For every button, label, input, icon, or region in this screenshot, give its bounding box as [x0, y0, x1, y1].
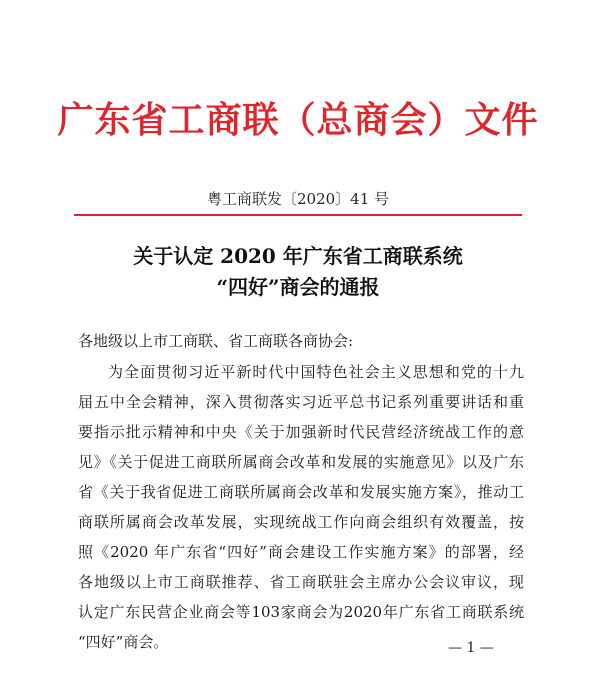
page-number: — 1 — — [448, 640, 494, 656]
body-text-line: 见》《关于促进工商联所属商会改革和发展的实施意见》以及广东 — [78, 453, 524, 471]
body-text-line: 商联所属商会改革发展，实现统战工作向商会组织有效覆盖，按 — [78, 513, 524, 531]
body-text-line: 各地级以上市工商联推荐、省工商联驻会主席办公会议审议，现 — [78, 573, 524, 591]
red-divider — [74, 214, 522, 216]
body-text-line: 为全面贯彻习近平新时代中国特色社会主义思想和党的十九 — [108, 363, 524, 381]
notice-title-line-2: “四好”商会的通报 — [216, 275, 380, 299]
body-text-line: 届五中全会精神，深入贯彻落实习近平总书记系列重要讲话和重 — [78, 393, 524, 411]
body-text-line: 省《关于我省促进工商联所属商会改革和发展实施方案》，推动工 — [78, 483, 524, 501]
document-number: 粤工商联发〔2020〕41 号 — [206, 190, 390, 208]
body-text-line: 要指示批示精神和中央《关于加强新时代民营经济统战工作的意 — [78, 423, 524, 441]
salutation: 各地级以上市工商联、省工商联各商协会: — [78, 332, 354, 350]
notice-title-line-1: 关于认定 2020 年广东省工商联系统 — [133, 244, 463, 268]
body-text-line: 照《2020 年广东省“四好”商会建设工作实施方案》的部署，经 — [78, 543, 524, 561]
body-text-line: 认定广东民营企业商会等103家商会为2020年广东省工商联系统 — [78, 603, 524, 621]
body-text-line: “四好”商会。 — [78, 633, 169, 651]
document-header-title: 广东省工商联（总商会）文件 — [57, 99, 539, 141]
